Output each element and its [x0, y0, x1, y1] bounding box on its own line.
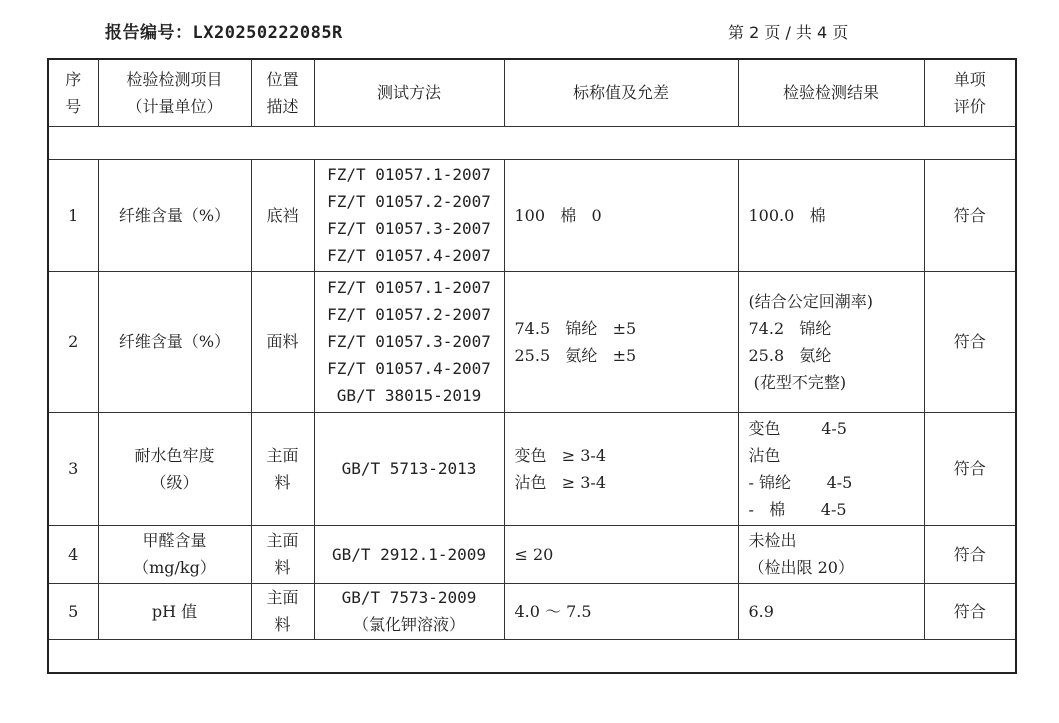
table-row [48, 583, 1016, 639]
header-text: 评价 [953, 96, 986, 116]
nominal-value-line: 74.5 锦纶 ±5 [514, 318, 637, 338]
test-result-line: (结合公定回潮率) [748, 291, 873, 311]
blank-spacer-row [48, 126, 1016, 159]
test-method-line: FZ/T 01057.3-2007 [327, 219, 491, 238]
nominal-value [504, 271, 738, 412]
nominal-value [504, 525, 738, 583]
header-text: 标称值及允差 [572, 83, 669, 103]
nominal-value [504, 583, 738, 639]
test-result-line: （检出限 20） [748, 558, 854, 577]
test-result [738, 525, 924, 583]
test-item [98, 583, 251, 639]
test-method-line: FZ/T 01057.1-2007 [327, 278, 491, 297]
page-info: 第 2 页 / 共 4 页 [728, 23, 849, 42]
header-text: 检验检测项目 [126, 69, 223, 89]
test-method [314, 271, 504, 412]
test-result [738, 583, 924, 639]
position-line: 底裆 [266, 205, 299, 225]
test-item-line: 纤维含量（%） [118, 205, 231, 225]
test-result-line: - 棉 4-5 [748, 499, 847, 519]
row-number: 1 [48, 159, 98, 271]
position-line: 面料 [266, 332, 299, 351]
table-row [48, 271, 1016, 412]
test-item-line: （级） [150, 472, 199, 492]
test-item [98, 525, 251, 583]
verdict: 符合 [924, 583, 1016, 639]
row-number: 2 [48, 271, 98, 412]
test-item [98, 159, 251, 271]
test-method-line: FZ/T 01057.1-2007 [327, 165, 491, 184]
header-text: 检验检测结果 [782, 83, 879, 103]
test-result-line: 沾色 [748, 445, 781, 465]
header-text: 位置 [266, 69, 299, 89]
col-header-item [98, 59, 251, 126]
verdict: 符合 [924, 271, 1016, 412]
report-number-label: 报告编号： [105, 23, 193, 43]
col-header-position [251, 59, 314, 126]
test-result-line: 74.2 锦纶 [748, 318, 832, 338]
test-result [738, 271, 924, 412]
test-result-line: (花型不完整) [748, 372, 847, 392]
test-method-line: FZ/T 01057.2-2007 [327, 305, 491, 324]
verdict: 符合 [924, 412, 1016, 525]
position [251, 159, 314, 271]
nominal-value-line: 25.5 氨纶 ±5 [514, 345, 637, 365]
test-result-line: 未检出 [748, 531, 797, 550]
test-method [314, 159, 504, 271]
test-method-line: GB/T 38015-2019 [336, 386, 482, 405]
test-method-line: FZ/T 01057.4-2007 [327, 246, 491, 265]
row-number: 3 [48, 412, 98, 525]
test-item-line: 纤维含量（%） [118, 332, 231, 351]
test-result [738, 159, 924, 271]
position [251, 583, 314, 639]
test-method-line: GB/T 2912.1-2009 [331, 544, 487, 564]
test-method-line: FZ/T 01057.3-2007 [327, 332, 491, 351]
test-result [738, 412, 924, 525]
header-text: 序 [65, 69, 82, 89]
position-line: 料 [274, 472, 291, 492]
row-number: 4 [48, 525, 98, 583]
test-item-line: 甲醛含量 [142, 531, 207, 550]
test-item [98, 271, 251, 412]
nominal-value-line: ≤ 20 [514, 544, 554, 564]
col-header-nominal [504, 59, 738, 126]
verdict: 符合 [924, 159, 1016, 271]
col-header-result [738, 59, 924, 126]
verdict: 符合 [924, 525, 1016, 583]
nominal-value-line: 沾色 ≥ 3-4 [514, 472, 607, 492]
test-result-line: 100.0 棉 [748, 205, 826, 225]
test-item-line: （mg/kg） [133, 558, 216, 577]
position-line: 料 [274, 615, 291, 634]
blank-footer-row [48, 639, 1016, 673]
test-method-line: GB/T 5713-2013 [341, 459, 477, 478]
test-result-line: 变色 4-5 [748, 418, 847, 438]
position [251, 525, 314, 583]
test-method-line: （氯化钾溶液） [352, 615, 465, 634]
test-method-line: FZ/T 01057.4-2007 [327, 359, 491, 378]
col-header-verdict [924, 59, 1016, 126]
header-text: 单项 [953, 69, 986, 89]
col-header-method [314, 59, 504, 126]
test-method-line: GB/T 7573-2009 [341, 588, 477, 607]
nominal-value-line: 100 棉 0 [514, 205, 602, 225]
test-method [314, 525, 504, 583]
report-number-header [105, 18, 343, 43]
report-number-value: LX20250222085R [192, 23, 343, 43]
row-number: 5 [48, 583, 98, 639]
position-line: 主面 [266, 531, 299, 550]
test-item-line: pH 值 [151, 601, 198, 621]
table-row [48, 159, 1016, 271]
position [251, 271, 314, 412]
test-method [314, 412, 504, 525]
header-text: （计量单位） [126, 96, 223, 116]
test-item-line: 耐水色牢度 [134, 445, 215, 465]
nominal-value-line: 变色 ≥ 3-4 [514, 445, 607, 465]
test-result-line: 25.8 氨纶 [748, 345, 832, 365]
test-result-line: - 锦纶 4-5 [748, 472, 853, 492]
position-line: 主面 [266, 445, 299, 465]
nominal-value-line: 4.0 ～ 7.5 [514, 601, 592, 621]
test-method [314, 583, 504, 639]
inspection-results-table [47, 58, 1017, 674]
test-result-line: 6.9 [748, 601, 774, 621]
position-line: 料 [274, 558, 291, 577]
table-row [48, 412, 1016, 525]
test-item [98, 412, 251, 525]
table-row [48, 525, 1016, 583]
header-text: 测试方法 [376, 83, 441, 103]
nominal-value [504, 159, 738, 271]
nominal-value [504, 412, 738, 525]
test-method-line: FZ/T 01057.2-2007 [327, 192, 491, 211]
table-header-row [48, 59, 1016, 126]
header-text: 号 [65, 96, 82, 116]
header-text: 描述 [266, 96, 299, 116]
position [251, 412, 314, 525]
position-line: 主面 [266, 588, 299, 607]
col-header-no [48, 59, 98, 126]
